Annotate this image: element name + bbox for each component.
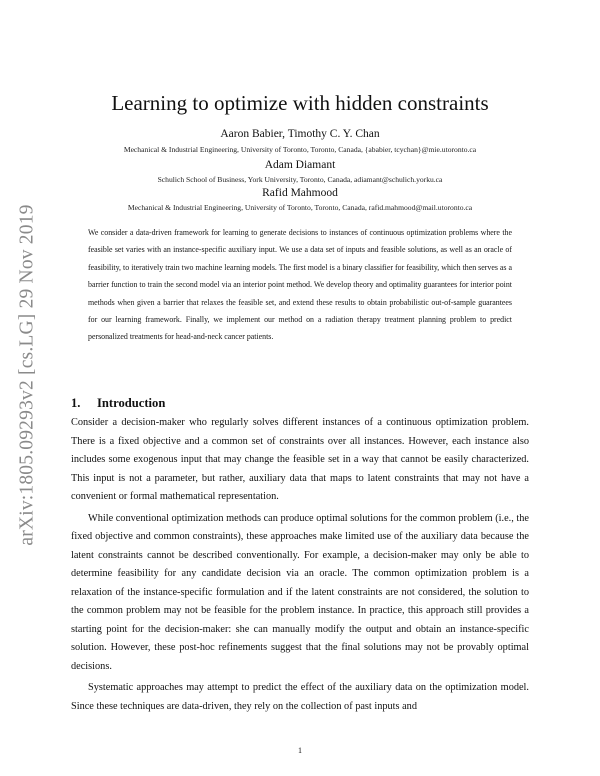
section-heading xyxy=(71,396,165,411)
body-text xyxy=(71,414,529,719)
paragraph: Systematic approaches may attempt to predict the effect of the auxiliary data on the optimization model. Since these techniques are data-driven, they rely on the collection of past inputs and xyxy=(71,682,529,712)
author-affiliation: Schulich School of Business, York University, Toronto, Canada, adiamant@schulich.yorku.ca xyxy=(157,175,443,184)
paper-title: Learning to optimize with hidden constraints xyxy=(111,91,489,115)
abstract: We consider a data-driven framework for learning to generate decisions to instances of continuous optimization problems where the feasible set varies with an instance-specific auxiliary input. We use a data set of inputs and feasible solutions, as well as an oracle of feasibility, to iteratively train two machine learning models. The first model is a binary classifier for feasibility, which then serves as a barrier function to train the second model via an interior point method. We develop theory and optimality guarantees for interior point methods when given a barrier that relaxes the feasible set, and extend these results to obtain probabilistic out-of-sample guarantees for our learning framework. Finally, we implement our method on a radiation therapy treatment planning problem to predict personalized treatments for head-and-neck cancer patients. xyxy=(88,228,512,342)
paragraph: While conventional optimization methods can produce optimal solutions for the common problem (i.e., the fixed objective and common constraints), these approaches make limited use of the auxiliary data because the latent constraints cannot be described conventionally. For example, a decision-maker may only be able to determine feasibility for any candidate decision via an oracle. The common optimization problem is a relaxation of the instance-specific formulation and if the latent constraints are not considered, the solution to the common problem may not be feasible for the problem instance. In practice, this approach still provides a starting point for the decision-maker: she can manually modify the output and obtain an instance-specific solution. However, these post-hoc refinements suggest that the final solutions may not be provably optimal decisions. xyxy=(71,512,529,672)
arxiv-identifier: arXiv:1805.09293v2 [cs.LG] 29 Nov 2019 xyxy=(17,204,39,546)
author-names: Adam Diamant xyxy=(264,159,336,171)
author-affiliation: Mechanical & Industrial Engineering, University of Toronto, Toronto, Canada, {ababier, tcychan}@mie.utoronto.ca xyxy=(123,145,477,154)
author-names: Rafid Mahmood xyxy=(262,187,338,199)
paragraph: Consider a decision-maker who regularly solves different instances of a continuous optimization problem. There is a fixed objective and a common set of constraints over all instances. However, each instance also includes some exogenous input that may change the feasible set in a way that cannot be easily characterized. This input is not a parameter, but rather, auxiliary data that maps to latent constraints that may not have a convenient or formal mathematical representation. xyxy=(71,417,529,502)
section-number: 1. xyxy=(71,396,81,410)
author-names: Aaron Babier, Timothy C. Y. Chan xyxy=(220,128,380,140)
page-number: 1 xyxy=(298,746,302,755)
author-affiliation: Mechanical & Industrial Engineering, University of Toronto, Toronto, Canada, rafid.mahmood@mail.utoronto.ca xyxy=(127,203,473,212)
section-title: Introduction xyxy=(97,396,166,410)
arxiv-identifier-sidebar xyxy=(13,165,43,585)
